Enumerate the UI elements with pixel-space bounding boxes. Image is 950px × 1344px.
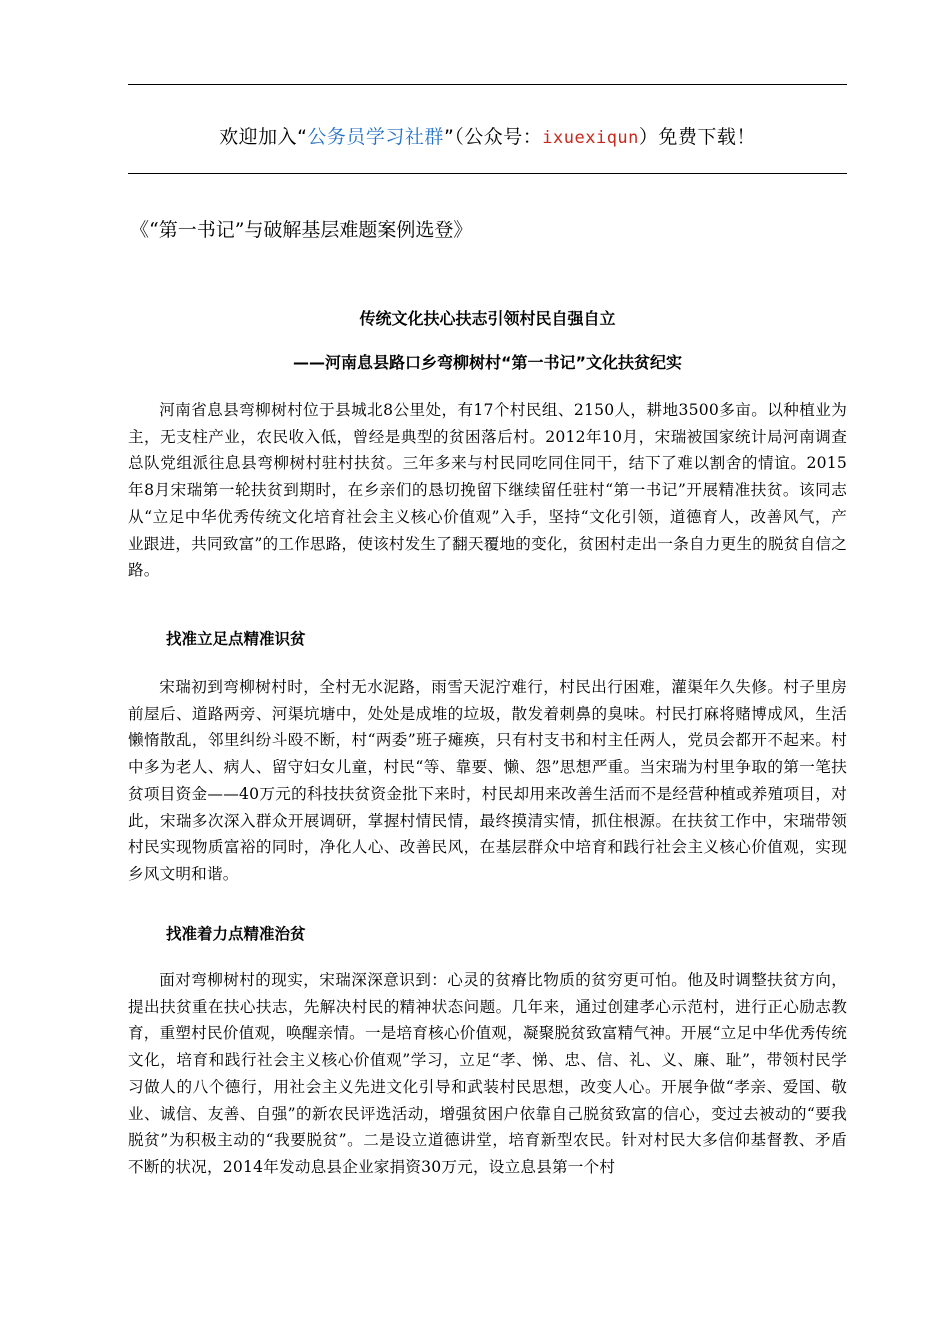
section-heading-1: 找准立足点精准识贫 xyxy=(166,630,306,648)
banner-prefix: 欢迎加入“ xyxy=(219,126,308,148)
banner-suffix: ）免费下载！ xyxy=(638,126,756,148)
section-heading-2: 找准着力点精准治贫 xyxy=(166,925,306,943)
header-bottom-rule xyxy=(128,173,847,174)
article-title: 传统文化扶心扶志引领村民自强自立 xyxy=(359,309,616,328)
paragraph-section-1: 宋瑞初到弯柳树村时，全村无水泥路，雨雪天泥泞难行，村民出行困难，灌渠年久失修。村子里房前屋后、道路两旁、河渠坑塘中，处处是成堆的垃圾，散发着刺鼻的臭味。村民打麻将赌博成风，生活懒惰散乱，邻里纠纷斗殴不断，村“两委”班子瘫痪，只有村支书和村主任两人，党员会都开不起来。村中多为老人、病人、留守妇女儿童，村民“等、靠要、懒、怨”思想严重。当宋瑞为村里争取的第一笔扶贫项目资金——40万元的科技扶贫资金批下来时，村民却用来改善生活而不是经营种植或养殖项目，对此，宋瑞多次深入群众开展调研，掌握村情民情，最终摸清实情，抓住根源。在扶贫工作中，宋瑞带领村民实现物质富裕的同时，净化人心、改善民风，在基层群众中培育和践行社会主义核心价值观，实现乡风文明和谐。 xyxy=(128,678,847,883)
header-top-rule xyxy=(128,84,847,85)
paragraph-intro: 河南省息县弯柳树村位于县城北8公里处，有17个村民组、2150人，耕地3500多亩。以种植业为主，无支柱产业，农民收入低，曾经是典型的贫困落后村。2012年10月，宋瑞被国家统计局河南调查总队党组派往息县弯柳树村驻村扶贫。三年多来与村民同吃同住同干，结下了难以割舍的情谊。2015年8月宋瑞第一轮扶贫到期时，在乡亲们的恳切挽留下继续留任驻村“第一书记”开展精准扶贫。该同志从“立足中华优秀传统文化培育社会主义核心价值观”入手，坚持“文化引领，道德育人，改善风气，产业跟进，共同致富”的工作思路，使该村发生了翻天覆地的变化，贫困村走出一条自力更生的脱贫自信之路。 xyxy=(128,401,847,580)
series-title: 《“第一书记”与破解基层难题案例选登》 xyxy=(130,219,473,241)
banner-account-id: ixuexiqun xyxy=(542,128,639,148)
banner-group-name: 公务员学习社群 xyxy=(307,126,444,148)
article-subtitle: ——河南息县路口乡弯柳树村“第一书记”文化扶贫纪实 xyxy=(292,353,683,372)
promo-banner xyxy=(128,122,847,153)
paragraph-section-2: 面对弯柳树村的现实，宋瑞深深意识到：心灵的贫瘠比物质的贫穷更可怕。他及时调整扶贫方向，提出扶贫重在扶心扶志，先解决村民的精神状态问题。几年来，通过创建孝心示范村，进行正心励志教育，重塑村民价值观，唤醒亲情。一是培育核心价值观，凝聚脱贫致富精气神。开展“立足中华优秀传统文化，培育和践行社会主义核心价值观”学习，立足“孝、悌、忠、信、礼、义、廉、耻”，带领村民学习做人的八个德行，用社会主义先进文化引导和武装村民思想，改变人心。开展争做“孝亲、爱国、敬业、诚信、友善、自强”的新农民评选活动，增强贫困户依靠自己脱贫致富的信心，变过去被动的“要我脱贫”为积极主动的“我要脱贫”。二是设立道德讲堂，培育新型农民。针对村民大多信仰基督教、矛盾不断的状况，2014年发动息县企业家捐资30万元，设立息县第一个村 xyxy=(128,971,847,1176)
banner-middle: ”（公众号： xyxy=(443,126,543,148)
